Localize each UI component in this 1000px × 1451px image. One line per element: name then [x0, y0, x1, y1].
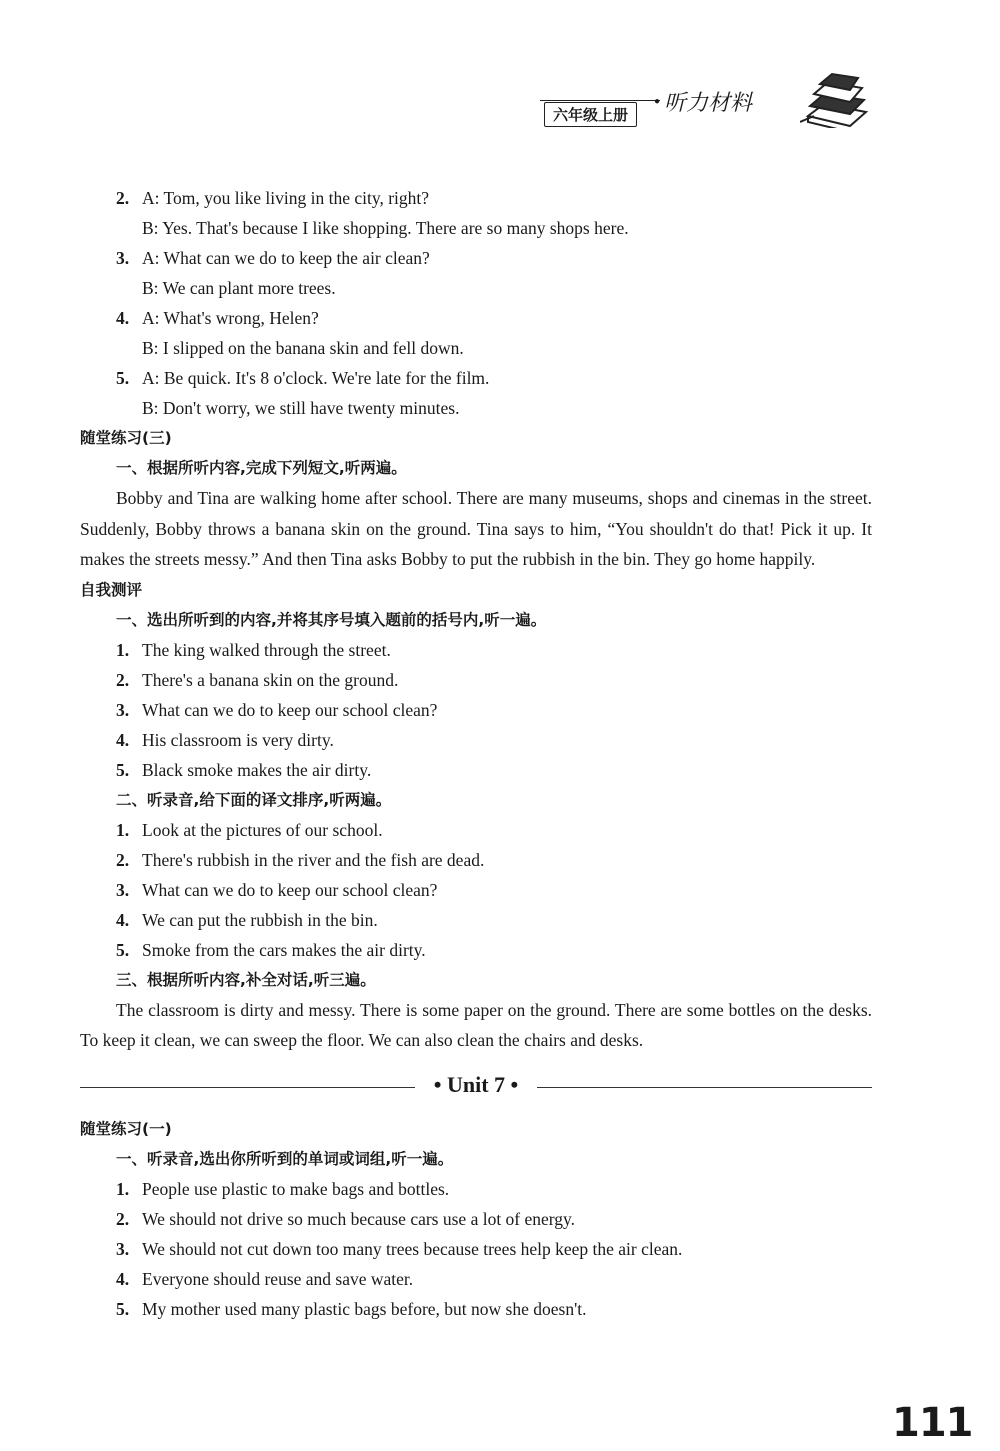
books-icon [800, 72, 870, 128]
selftest-part2-list [80, 815, 872, 965]
header-rule [540, 100, 660, 101]
practice3-instruction: 一、根据所听内容,完成下列短文,听两遍。 [116, 459, 407, 477]
list-item: 2. We should not drive so much because cars use a lot of energy. [116, 1208, 576, 1229]
selftest-part2-instruction: 二、听录音,给下面的译文排序,听两遍。 [116, 790, 392, 809]
dialog-line-a: 5. A: Be quick. It's 8 o'clock. We're late for the film. [116, 368, 490, 388]
list-item: 4. His classroom is very dirty. [116, 729, 334, 750]
dialog-item [80, 363, 872, 423]
practice1-list [80, 1174, 872, 1324]
page-number: 111 [892, 1400, 973, 1446]
selftest-title: 自我测评 [80, 580, 143, 599]
selftest-part1-list [80, 635, 872, 785]
selftest-part3-paragraph: The classroom is dirty and messy. There is some paper on the ground. There are some bottles on the desks. To keep it clean, we can sweep the floor. We can also clean the chairs and desks. [80, 999, 872, 1050]
list-item: 3. What can we do to keep our school clean? [116, 699, 438, 720]
practice1-title: 随堂练习(一) [80, 1119, 172, 1138]
dialog-line-a: 3. A: What can we do to keep the air clean? [116, 248, 430, 268]
list-item: 3. We should not cut down too many trees because trees help keep the air clean. [116, 1238, 683, 1259]
list-item: 2. There's rubbish in the river and the fish are dead. [116, 849, 485, 870]
dialog-line-a: 4. A: What's wrong, Helen? [116, 308, 319, 328]
dialog-line-b: B: We can plant more trees. [142, 278, 336, 298]
dialog-item [80, 183, 872, 243]
list-item: 3. What can we do to keep our school clean? [116, 879, 438, 900]
practice3-title: 随堂练习(三) [80, 429, 172, 447]
list-item: 5. Smoke from the cars makes the air dirty. [116, 939, 426, 960]
grade-label: 六年级上册 [544, 102, 637, 127]
list-item: 4. Everyone should reuse and save water. [116, 1268, 414, 1289]
dialog-line-b: B: Don't worry, we still have twenty minutes. [142, 398, 460, 418]
list-item: 1. The king walked through the street. [116, 639, 391, 660]
dialog-list [80, 183, 872, 423]
practice1-instruction: 一、听录音,选出你所听到的单词或词组,听一遍。 [116, 1149, 454, 1168]
header-title: 听力材料 [664, 91, 753, 116]
selftest-part3-instruction: 三、根据所听内容,补全对话,听三遍。 [116, 970, 376, 989]
selftest-part1-instruction: 一、选出所听到的内容,并将其序号填入题前的括号内,听一遍。 [116, 610, 547, 629]
practice3-paragraph: Bobby and Tina are walking home after school. There are many museums, shops and cinemas in the street. Suddenly, Bobby throws a banana skin on the ground. Tina says to him, “You shouldn't do that! Pick it up. It makes the streets messy.” And then Tina asks Bobby to put the rubbish in the bin. They go home happily. [80, 488, 872, 569]
dialog-line-b: B: Yes. That's because I like shopping. There are so many shops here. [142, 218, 629, 238]
dialog-line-b: B: I slipped on the banana skin and fell down. [142, 338, 464, 358]
list-item: 4. We can put the rubbish in the bin. [116, 909, 378, 930]
list-item: 1. People use plastic to make bags and bottles. [116, 1178, 450, 1199]
dialog-item [80, 303, 872, 363]
list-item: 2. There's a banana skin on the ground. [116, 669, 399, 690]
divider-rule-right [537, 1087, 872, 1088]
list-item: 1. Look at the pictures of our school. [116, 819, 383, 840]
page-content [80, 183, 872, 1324]
unit-divider [80, 1066, 872, 1110]
dialog-line-a: 2. A: Tom, you like living in the city, right? [116, 188, 430, 208]
unit-title: • Unit 7 • [433, 1071, 519, 1097]
list-item: 5. My mother used many plastic bags before, but now she doesn't. [116, 1298, 587, 1319]
header-dot: ● [654, 96, 661, 107]
dialog-item [80, 243, 872, 303]
list-item: 5. Black smoke makes the air dirty. [116, 759, 372, 780]
